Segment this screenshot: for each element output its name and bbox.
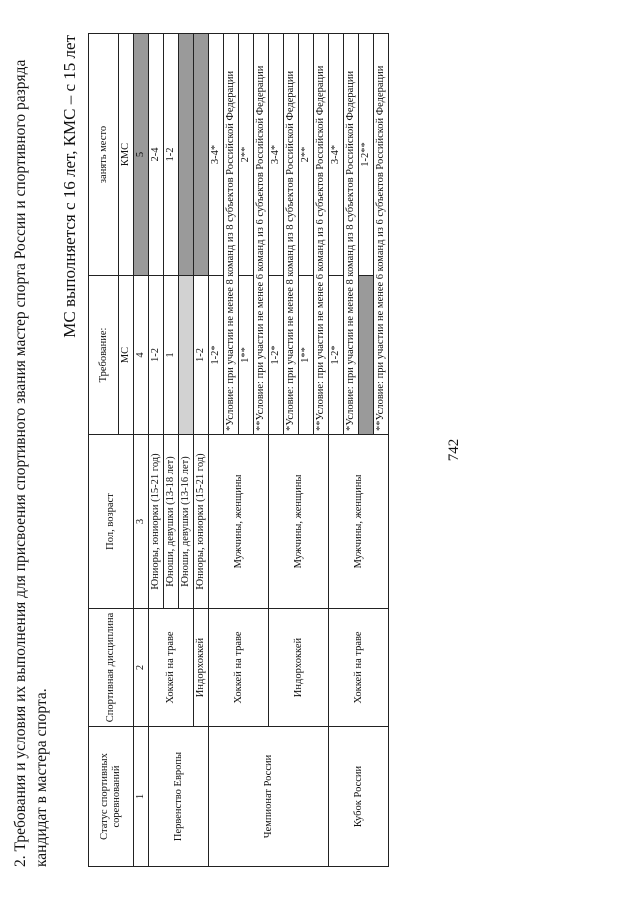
- ms-place: 1**: [299, 276, 314, 435]
- gender-age: Мужчины, женщины: [269, 435, 329, 609]
- ms-place: [179, 276, 194, 435]
- status-europe: Первенство Европы: [149, 727, 209, 867]
- ms-place: 1-2*: [329, 276, 344, 435]
- gender-age: Юноши, девушки (13-16 лет): [179, 435, 194, 609]
- kms-place: 3-4*: [269, 34, 284, 276]
- status-russia-championship: Чемпионат России: [209, 727, 329, 867]
- ms-place: [359, 276, 374, 435]
- header-place: занять место: [89, 34, 119, 276]
- ms-place: 1**: [239, 276, 254, 435]
- discipline-grass: Хоккей на траве: [329, 609, 389, 727]
- condition-note: *Условие: при участии не менее 8 команд из 8 субъектов Российской Федерации: [284, 34, 299, 435]
- ms-place: 1-2*: [269, 276, 284, 435]
- col-number: 4: [134, 276, 149, 435]
- header-discipline: Спортивная дисциплина: [89, 609, 134, 727]
- kms-place: 2**: [239, 34, 254, 276]
- table-header-row: [89, 34, 119, 867]
- ms-place: 1-2: [149, 276, 164, 435]
- kms-place: 2**: [299, 34, 314, 276]
- kms-place: 3-4*: [329, 34, 344, 276]
- kms-place: 3-4*: [209, 34, 224, 276]
- col-number: 1: [134, 727, 149, 867]
- discipline-grass: Хоккей на траве: [209, 609, 269, 727]
- gender-age: Юниоры, юниорки (15-21 год): [149, 435, 164, 609]
- ms-place: 1-2*: [209, 276, 224, 435]
- kms-place: [194, 34, 209, 276]
- page-number: 742: [446, 438, 462, 462]
- condition-note: **Условие: при участии не менее 6 команд из 6 субъектов Российской Федерации: [314, 34, 329, 435]
- header-kms: КМС: [119, 34, 134, 276]
- age-note: МС выполняется с 16 лет, КМС – с 15 лет: [60, 35, 79, 338]
- header-status: Статус спортивных соревнований: [89, 727, 134, 867]
- kms-place: 1-2**: [359, 34, 374, 276]
- ms-place: 1-2: [194, 276, 209, 435]
- ms-place: 1: [164, 276, 179, 435]
- condition-note: *Условие: при участии не менее 8 команд из 8 субъектов Российской Федерации: [344, 34, 359, 435]
- gender-age: Мужчины, женщины: [209, 435, 269, 609]
- header-ms: МС: [119, 276, 134, 435]
- header-gender-age: Пол, возраст: [89, 435, 134, 609]
- table-row: [329, 34, 344, 867]
- kms-place: 1-2: [164, 34, 179, 276]
- condition-note: **Условие: при участии не менее 6 команд из 6 субъектов Российской Федерации: [254, 34, 269, 435]
- gender-age: Юноши, девушки (13-18 лет): [164, 435, 179, 609]
- condition-note: **Условие: при участии не менее 6 команд из 6 субъектов Российской Федерации: [374, 34, 389, 435]
- discipline-grass: Хоккей на траве: [149, 609, 194, 727]
- discipline-indoor: Индорхоккей: [194, 609, 209, 727]
- gender-age: Юниоры, юниорки (15-21 год): [194, 435, 209, 609]
- header-requirement: Требование:: [89, 276, 119, 435]
- condition-note: *Условие: при участии не менее 8 команд из 8 субъектов Российской Федерации: [224, 34, 239, 435]
- kms-place: 2-4: [149, 34, 164, 276]
- gender-age: Мужчины, женщины: [329, 435, 389, 609]
- status-russia-cup: Кубок России: [329, 727, 389, 867]
- table-row: [209, 34, 224, 867]
- col-number: 5: [134, 34, 149, 276]
- table-row: [149, 34, 164, 867]
- col-number: 3: [134, 435, 149, 609]
- requirements-table: [88, 33, 389, 867]
- discipline-indoor: Индорхоккей: [269, 609, 329, 727]
- column-number-row: [134, 34, 149, 867]
- col-number: 2: [134, 609, 149, 727]
- kms-place: [179, 34, 194, 276]
- section-heading: 2. Требования и условия их выполнения для присвоения спортивного звания мастер спорта России и спортивного разряда кандидат в мастера спорта.: [12, 59, 50, 867]
